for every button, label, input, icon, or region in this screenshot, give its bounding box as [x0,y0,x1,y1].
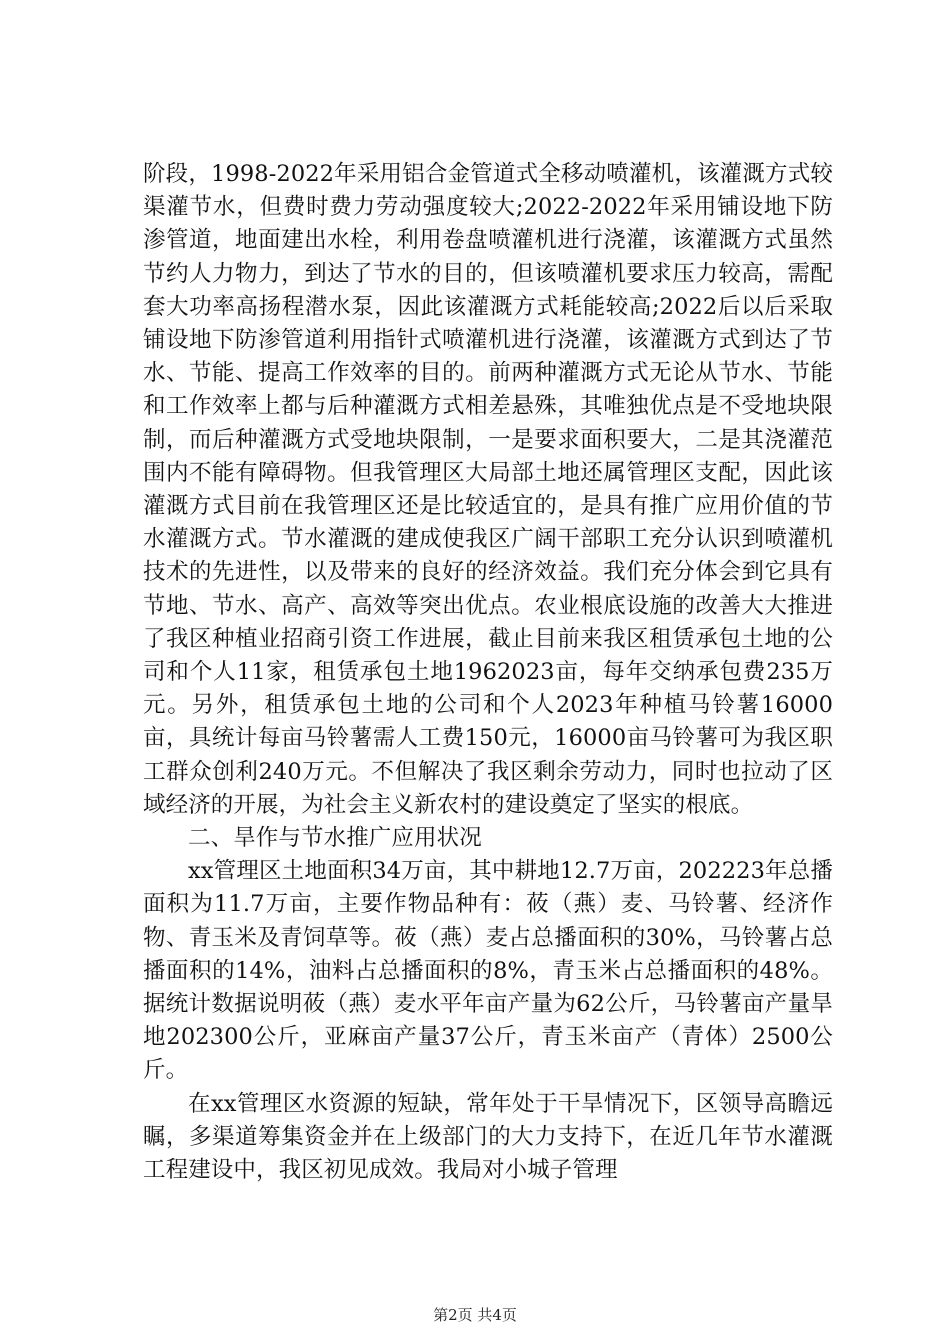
paragraph-irrigation-history: 阶段，1998-2022年采用铝合金管道式全移动喷灌机，该灌溉方式较渠灌节水，但费时费力劳动强度较大;2022-2022年采用铺设地下防渗管道，地面建出水栓，利用卷盘喷灌机进行浇灌，该灌溉方式虽然节约人力物力，到达了节水的目的，但该喷灌机要求压力较高，需配套大功率高扬程潜水泵，因此该灌溉方式耗能较高;2022后以后采取铺设地下防渗管道利用指针式喷灌机进行浇灌，该灌溉方式到达了节水、节能、提高工作效率的目的。前两种灌溉方式无论从节水、节能和工作效率上都与后种灌溉方式相差悬殊，其唯独优点是不受地块限制，而后种灌溉方式受地块限制，一是要求面积要大，二是其浇灌范围内不能有障碍物。但我管理区大局部土地还属管理区支配，因此该灌溉方式目前在我管理区还是比较适宜的，是具有推广应用价值的节水灌溉方式。节水灌溉的建成使我区广阔干部职工充分认识到喷灌机技术的先进性，以及带来的良好的经济效益。我们充分体会到它具有节地、节水、高产、高效等突出优点。农业根底设施的改善大大推进了我区种植业招商引资工作进展，截止目前来我区租赁承包土地的公司和个人11家，租赁承包土地1962023亩，每年交纳承包费235万元。另外，租赁承包土地的公司和个人2023年种植马铃薯16000亩，具统计每亩马铃薯需人工费150元，16000亩马铃薯可为我区职工群众创利240万元。不但解决了我区剩余劳动力，同时也拉动了区域经济的开展，为社会主义新农村的建设奠定了坚实的根底。 [143,161,833,818]
paragraph-water-shortage: 在xx管理区水资源的短缺，常年处于干旱情况下，区领导高瞻远瞩，多渠道筹集资金并在上级部门的大力支持下，在近几年节水灌溉工程建设中，我区初见成效。我局对小城子管理 [143,1090,833,1184]
document-body [143,158,833,1187]
page-footer: 第2页 共4页 [433,1306,517,1324]
section-heading-dryland-water-saving: 二、旱作与节水推广应用状况 [188,825,482,852]
paragraph-land-area-crops: xx管理区土地面积34万亩，其中耕地12.7万亩，202223年总播面积为11.7万亩，主要作物品种有：莜（燕）麦、马铃薯、经济作物、青玉米及青饲草等。莜（燕）麦占总播面积的30%，马铃薯占总播面积的14%，油料占总播面积的8%，青玉米占总播面积的48%。据统计数据说明莜（燕）麦水平年亩产量为62公斤，马铃薯亩产量旱地202300公斤，亚麻亩产量37公斤，青玉米亩产（青体）2500公斤。 [143,858,833,1084]
